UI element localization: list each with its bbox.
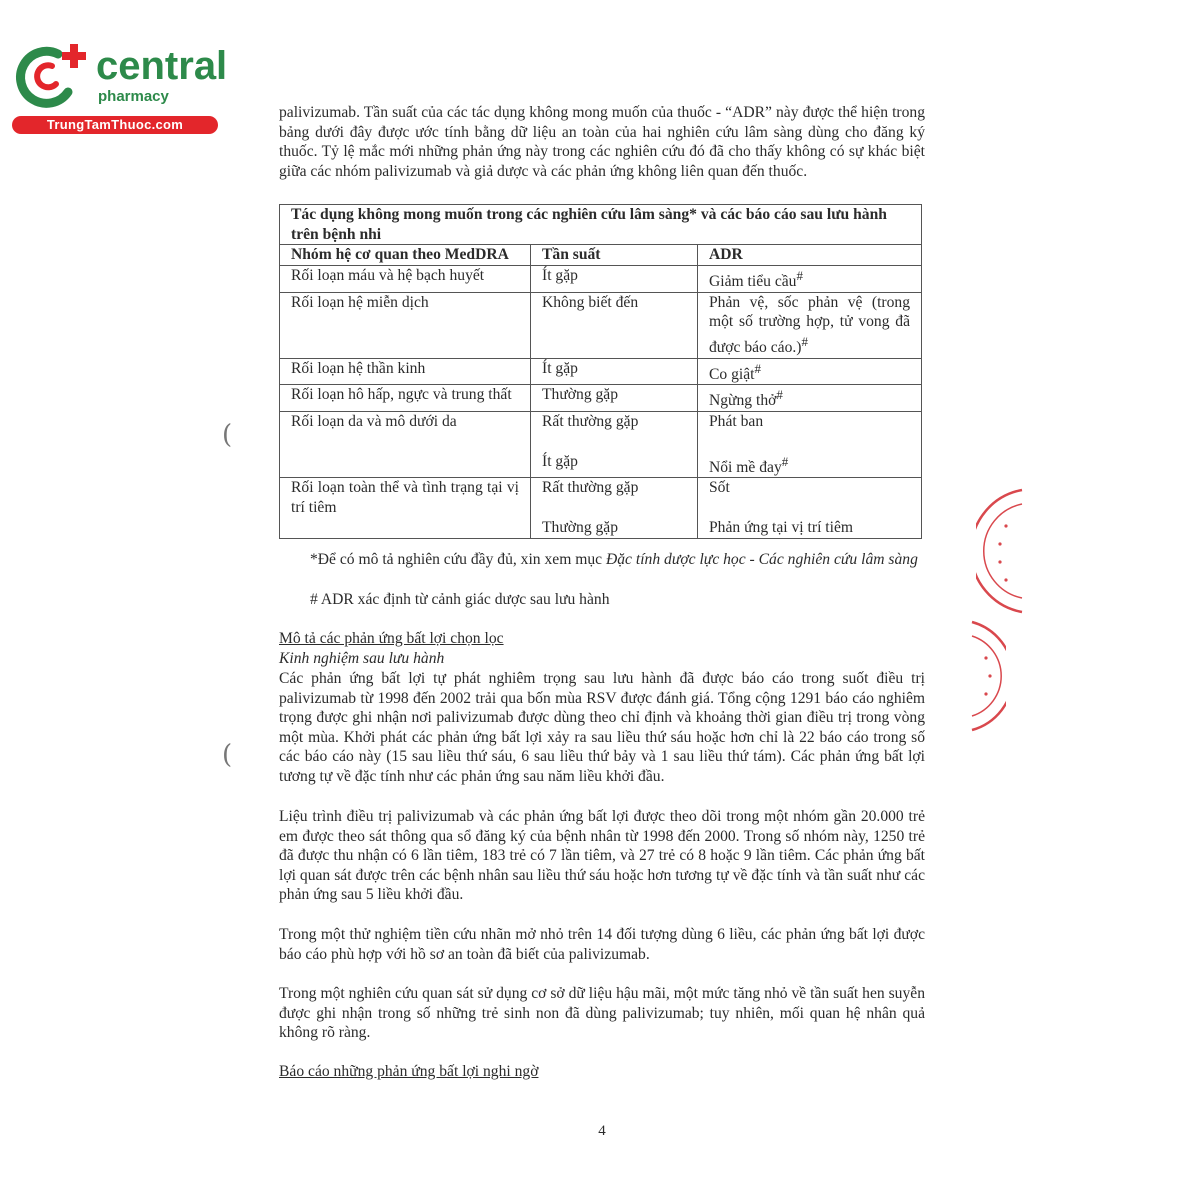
logo-sub-text: pharmacy xyxy=(98,88,169,105)
footnote-postmarketing: # ADR xác định từ cảnh giác dược sau lưu hành xyxy=(310,591,610,608)
logo-brand-text: central xyxy=(96,44,228,88)
page-number: 4 xyxy=(598,1123,606,1139)
table-header-row xyxy=(280,245,922,266)
central-pharmacy-logo[interactable] xyxy=(8,36,228,136)
frequency-cell: Ít gặp xyxy=(531,358,698,385)
adr-text: Ngừng thở xyxy=(709,392,777,410)
adr-cell xyxy=(698,265,922,292)
stamp-partial-bottom xyxy=(966,618,1006,734)
table-row xyxy=(280,385,922,412)
table-row xyxy=(280,412,922,478)
table-row xyxy=(280,478,922,538)
section-heading-suspected-adr-reporting: Báo cáo những phản ứng bất lợi nghi ngờ xyxy=(279,1063,539,1080)
table-row xyxy=(280,358,922,385)
frequency-cell xyxy=(531,412,698,478)
table-caption-row xyxy=(280,205,922,245)
table-row xyxy=(280,292,922,358)
frequency-cell: Ít gặp xyxy=(531,265,698,292)
binder-hole-mark: ( xyxy=(222,420,233,450)
frequency-text: Rất thường gặp xyxy=(542,413,639,431)
footnote-study xyxy=(310,550,925,570)
organ-cell: Rối loạn toàn thể và tình trạng tại vị trí tiêm xyxy=(280,478,531,538)
frequency-text: Rất thường gặp xyxy=(542,479,639,497)
adr-marker: # xyxy=(801,333,808,349)
adr-cell xyxy=(698,292,922,358)
adr-cell xyxy=(698,358,922,385)
adr-marker: # xyxy=(781,453,789,469)
paragraph-open-label-trial: Trong một thử nghiệm tiền cứu nhãn mở nhỏ trên 14 đối tượng dùng 6 liều, các phản ứng bất lợi được báo cáo phù hợp với hồ sơ an toàn đã biết của palivizumab. xyxy=(279,926,925,963)
adr-text: Phản ứng tại vị trí tiêm xyxy=(709,519,854,537)
header-organ-class: Nhóm hệ cơ quan theo MedDRA xyxy=(280,245,531,266)
adr-text: Phản vệ, sốc phản vệ (trong một số trường hợp, tử vong đã được báo cáo.) xyxy=(709,293,910,356)
paragraph-registry: Liệu trình điều trị palivizumab và các phản ứng bất lợi được theo dõi trong một nhóm gần 20.000 trẻ em được theo sát thông qua sổ đăng ký của bệnh nhân từ 1998 đến 2000. Trong số nhóm này, 1250 trẻ đã được thu nhận có 6 lần tiêm, 183 trẻ có 7 lần tiêm, và 27 trẻ có 8 hoặc 9 lần tiêm. Các phản ứng bất lợi quan sát được trên các bệnh nhân sau liều thứ sáu hoặc hơn tương tự về đặc tính và tần suất như các phản ứng sau 5 liều khởi đầu. xyxy=(279,808,925,904)
header-frequency: Tần suất xyxy=(531,245,698,266)
adr-marker: # xyxy=(754,360,761,376)
adr-cell xyxy=(698,478,922,538)
header-adr: ADR xyxy=(698,245,922,266)
frequency-cell xyxy=(531,478,698,538)
frequency-cell: Thường gặp xyxy=(531,385,698,412)
footnote-study-text: *Để có mô tả nghiên cứu đầy đủ, xin xem mục xyxy=(310,551,606,568)
frequency-cell: Không biết đến xyxy=(531,292,698,358)
table-caption: Tác dụng không mong muốn trong các nghiên cứu lâm sàng* và các báo cáo sau lưu hành trên bệnh nhi xyxy=(280,205,922,245)
footnote-study-ref: Đặc tính dược lực học - Các nghiên cứu lâm sàng xyxy=(606,551,918,568)
adr-text: Giảm tiểu cầu xyxy=(709,272,797,290)
organ-cell: Rối loạn hô hấp, ngực và trung thất xyxy=(280,385,531,412)
organ-cell: Rối loạn da và mô dưới da xyxy=(280,412,531,478)
logo-c-cross-icon xyxy=(12,40,90,110)
adr-text: Phát ban xyxy=(709,413,764,431)
adr-cell xyxy=(698,412,922,478)
section-heading-selected-adr: Mô tả các phản ứng bất lợi chọn lọc xyxy=(279,630,504,647)
adr-marker: # xyxy=(796,267,803,283)
frequency-text: Ít gặp xyxy=(542,452,578,470)
adr-table xyxy=(279,204,922,539)
intro-paragraph: palivizumab. Tần suất của các tác dụng không mong muốn của thuốc - “ADR” này được thể hiện trong bảng dưới đây được ước tính bằng dữ liệu an toàn của hai nghiên cứu lâm sàng dùng cho đăng ký thuốc. Tỷ lệ mắc mới những phản ứng này trong các nghiên cứu đó đã cho thấy không có sự khác biệt giữa các nhóm palivizumab và giả dược và các phản ứng không liên quan đến thuốc. xyxy=(279,104,925,180)
adr-cell xyxy=(698,385,922,412)
binder-hole-mark: ( xyxy=(222,740,233,770)
section-subheading-postmarketing: Kinh nghiệm sau lưu hành xyxy=(279,650,445,667)
logo-url-badge: TrungTamThuoc.com xyxy=(12,116,218,134)
organ-cell: Rối loạn máu và hệ bạch huyết xyxy=(280,265,531,292)
stamp-partial-top xyxy=(976,486,1024,616)
adr-text: Nổi mề đay xyxy=(709,458,782,476)
table-row xyxy=(280,265,922,292)
paragraph-postmarketing-reports: Các phản ứng bất lợi tự phát nghiêm trọng sau lưu hành đã được báo cáo trong suốt điều trị palivizumab từ 1998 đến 2002 trải qua bốn mùa RSV được đánh giá. Tổng cộng 1291 báo cáo nghiêm trọng được ghi nhận nơi palivizumab được dùng theo chỉ định và khoảng thời gian điều trị trong vòng một mùa. Khởi phát các phản ứng bất lợi xảy ra sau liều thứ sáu hoặc hơn chỉ là 22 báo cáo trong số các báo cáo này (15 sau liều thứ sáu, 6 sau liều thứ bảy và 1 sau liều thứ tám). Các phản ứng bất lợi tương tự về đặc tính như các phản ứng sau năm liều khởi đầu. xyxy=(279,670,925,785)
adr-marker: # xyxy=(776,387,783,403)
organ-cell: Rối loạn hệ miễn dịch xyxy=(280,292,531,358)
adr-text: Co giật xyxy=(709,365,755,383)
paragraph-observational-study: Trong một nghiên cứu quan sát sử dụng cơ sở dữ liệu hậu mãi, một mức tăng nhỏ về tần suất hen suyễn được ghi nhận trong số những trẻ sinh non đã dùng palivizumab; tuy nhiên, mối quan hệ nhân quả không rõ ràng. xyxy=(279,985,925,1042)
frequency-text: Thường gặp xyxy=(542,519,619,537)
adr-text: Sốt xyxy=(709,479,730,497)
organ-cell: Rối loạn hệ thần kinh xyxy=(280,358,531,385)
